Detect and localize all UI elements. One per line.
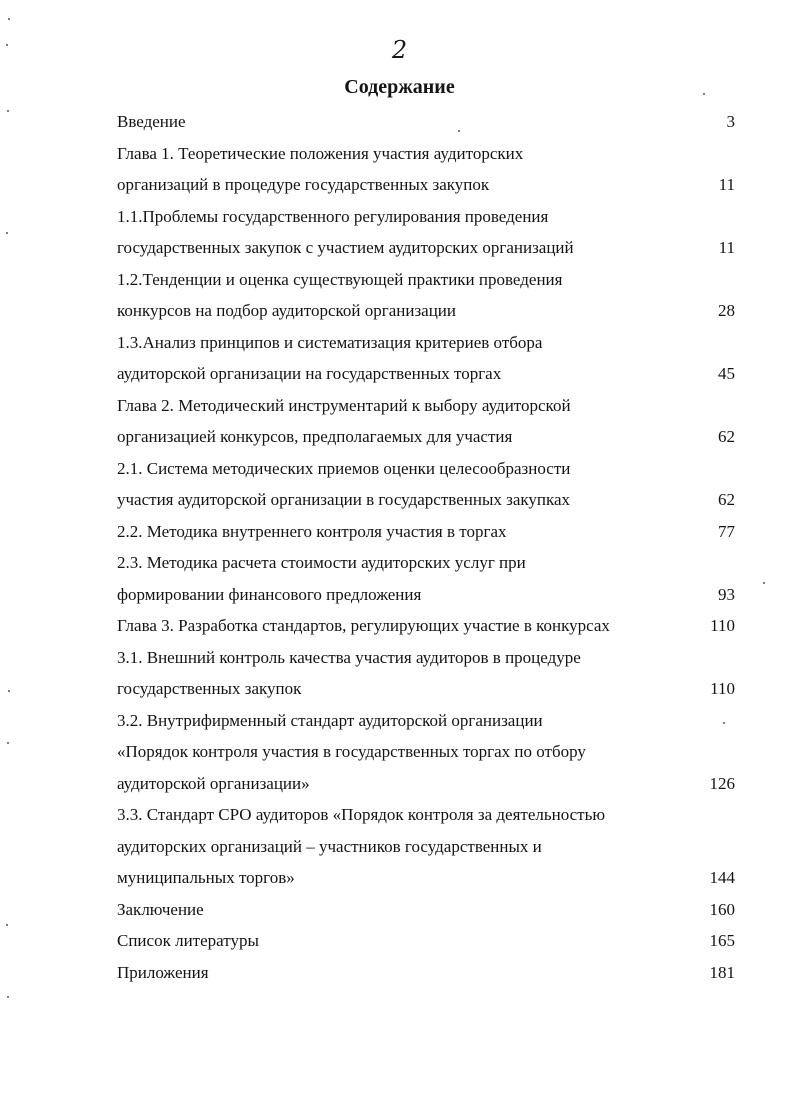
toc-entry-page: 181 (709, 962, 735, 982)
toc-entry-page: 110 (710, 616, 735, 635)
toc-entry-introduction (117, 106, 737, 138)
scan-speck (458, 130, 460, 132)
toc-entry-chapter-3 (117, 610, 737, 642)
toc-entry-page: 110 (710, 679, 735, 698)
toc-entry-title: Приложения (117, 962, 209, 982)
toc-entry-page: 165 (709, 931, 735, 950)
toc-entry-section-3-2 (117, 705, 737, 800)
scan-speck (7, 742, 9, 744)
toc-entry-title: 3.2. Внутрифирменный стандарт аудиторской организации «Порядок контроля участия в государственных торгах по отбору аудиторской организации» (117, 710, 586, 793)
scan-speck (8, 690, 10, 692)
toc-entry-title: Список литературы (117, 931, 259, 950)
toc-entry-page: 160 (709, 899, 735, 919)
toc-entry-title: Введение (117, 112, 186, 131)
toc-entry-title: Заключение (117, 899, 204, 919)
toc-entry-page: 93 (718, 584, 735, 604)
scan-speck (7, 110, 9, 112)
toc-entry-title: Глава 1. Теоретические положения участия аудиторских организаций в процедуре государственных закупок (117, 143, 524, 194)
toc-entry-page: 28 (718, 301, 735, 320)
toc-entry-title: 1.3.Анализ принципов и систематизация критериев отбора аудиторской организации на государственных торгах (117, 332, 543, 383)
toc-entry-page: 11 (718, 175, 735, 194)
toc-entry-section-1-1 (117, 201, 737, 264)
toc-entry-page: 11 (718, 238, 735, 257)
toc-entry-conclusion (117, 894, 737, 926)
scan-speck (703, 93, 705, 95)
toc-entry-page: 144 (709, 868, 735, 887)
scan-speck (763, 582, 765, 584)
toc-entry-page: 62 (718, 427, 735, 446)
toc-entry-page: 62 (718, 490, 735, 509)
toc-entry-section-2-1 (117, 453, 737, 516)
toc-entry-section-3-3 (117, 799, 737, 894)
toc-entry-chapter-1 (117, 138, 737, 201)
toc-entry-section-1-3 (117, 327, 737, 390)
toc-entry-page: 77 (718, 521, 735, 541)
toc-entry-title: Глава 3. Разработка стандартов, регулирующих участие в конкурсах (117, 616, 610, 635)
toc-entry-title: 2.1. Система методических приемов оценки целесообразности участия аудиторской организации в государственных закупках (117, 458, 571, 509)
toc-entry-title: 3.1. Внешний контроль качества участия аудиторов в процедуре государственных закупок (117, 647, 581, 698)
toc-entry-appendices (117, 957, 737, 989)
toc-entry-title: 2.3. Методика расчета стоимости аудиторских услуг при формировании финансового предложения (117, 553, 526, 604)
scan-speck (723, 722, 725, 724)
page-title: Содержание (344, 76, 455, 98)
toc-entry-title: 1.2.Тенденции и оценка существующей практики проведения конкурсов на подбор аудиторской организации (117, 269, 563, 320)
toc-entry-title: 2.2. Методика внутреннего контроля участия в торгах (117, 521, 507, 541)
toc-entry-title: 1.1.Проблемы государственного регулирования проведения государственных закупок с участием аудиторских организаций (117, 206, 574, 257)
toc-entry-page: 45 (718, 364, 735, 383)
toc-entry-section-2-2 (117, 516, 737, 548)
scan-speck (7, 996, 9, 998)
scan-speck (6, 232, 8, 234)
toc-entry-title: Глава 2. Методический инструментарий к выбору аудиторской организацией конкурсов, предполагаемых для участия (117, 395, 571, 446)
toc-entry-section-3-1 (117, 642, 737, 705)
toc-entry-references (117, 925, 737, 957)
toc-entry-section-2-3 (117, 547, 737, 610)
toc-entry-section-1-2 (117, 264, 737, 327)
toc-entry-chapter-2 (117, 390, 737, 453)
toc-entry-page: 126 (709, 773, 735, 793)
toc-entry-title: 3.3. Стандарт СРО аудиторов «Порядок контроля за деятельностью аудиторских организаций – участников государственных и муниципальных торгов» (117, 805, 606, 887)
table-of-contents (117, 106, 737, 988)
scan-speck (8, 18, 10, 20)
page-number: 2 (391, 36, 408, 64)
toc-entry-page: 3 (726, 112, 735, 131)
scan-speck (6, 44, 8, 46)
scan-speck (6, 924, 8, 926)
